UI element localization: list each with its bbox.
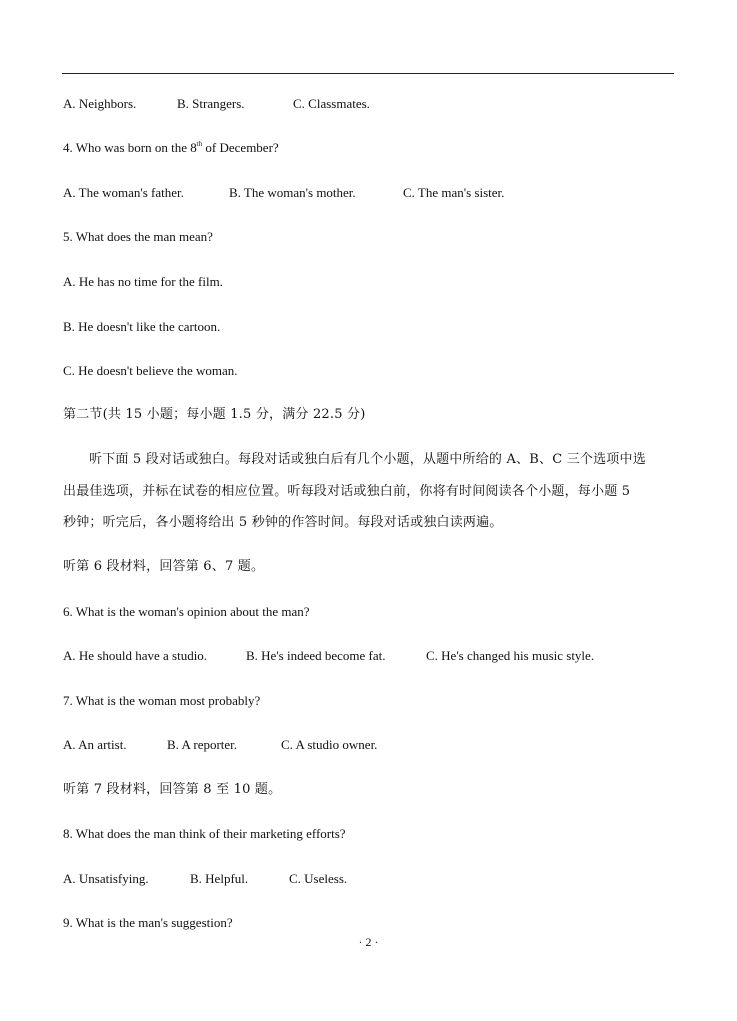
- q7-options: [63, 737, 378, 753]
- q6-options: [63, 648, 595, 664]
- q4-option-a: A. The woman's father.: [63, 185, 184, 200]
- q5-option-a: A. He has no time for the film.: [63, 274, 223, 289]
- q4-stem-pre: 4. Who was born on the 8: [63, 140, 197, 155]
- q6-option-c: C. He's changed his music style.: [426, 648, 595, 663]
- q5-option-b: B. He doesn't like the cartoon.: [63, 319, 221, 334]
- section2-instr-line1: 听下面 5 段对话或独白。每段对话或独白后有几个小题，从题中所给的 A、B、C 三个选项中选: [89, 452, 646, 467]
- section2-instr-line2: 出最佳选项，并标在试卷的相应位置。听每段对话或独白前，你将有时间阅读各个小题，每小题 5: [63, 484, 631, 499]
- q4-stem: [63, 140, 279, 156]
- q6-option-a: A. He should have a studio.: [63, 648, 208, 663]
- q3-option-c: C. Classmates.: [293, 96, 370, 111]
- q4-option-c: C. The man's sister.: [403, 185, 505, 200]
- header-rule: [62, 73, 674, 74]
- q5-option-c: C. He doesn't believe the woman.: [63, 363, 238, 378]
- q3-options: [63, 96, 370, 112]
- q7-option-b: B. A reporter.: [167, 737, 238, 752]
- q8-option-c: C. Useless.: [289, 871, 348, 886]
- section2-instr-line3: 秒钟；听完后，各小题将给出 5 秒钟的作答时间。每段对话或独白读两遍。: [63, 515, 503, 530]
- page-number: · 2 ·: [358, 935, 379, 949]
- q8-options: [63, 871, 348, 887]
- group6-heading: 听第 6 段材料，回答第 6、7 题。: [63, 559, 265, 574]
- q8-option-a: A. Unsatisfying.: [63, 871, 149, 886]
- q4-option-b: B. The woman's mother.: [229, 185, 356, 200]
- q4-stem-post: of December?: [202, 140, 279, 155]
- q3-option-a: A. Neighbors.: [63, 96, 137, 111]
- q7-option-c: C. A studio owner.: [281, 737, 378, 752]
- q7-stem: 7. What is the woman most probably?: [63, 693, 261, 708]
- q4-stem-sup: th: [196, 140, 203, 148]
- q5-stem: 5. What does the man mean?: [63, 229, 213, 244]
- q7-option-a: A. An artist.: [63, 737, 127, 752]
- section2-title: 第二节(共 15 小题；每小题 1.5 分，满分 22.5 分): [63, 407, 366, 422]
- q8-stem: 8. What does the man think of their marketing efforts?: [63, 826, 346, 841]
- q4-options: [63, 185, 505, 201]
- q6-option-b: B. He's indeed become fat.: [246, 648, 386, 663]
- q8-option-b: B. Helpful.: [190, 871, 249, 886]
- group7-heading: 听第 7 段材料，回答第 8 至 10 题。: [63, 782, 282, 797]
- q3-option-b: B. Strangers.: [177, 96, 245, 111]
- q6-stem: 6. What is the woman's opinion about the man?: [63, 604, 310, 619]
- q9-stem: 9. What is the man's suggestion?: [63, 915, 233, 930]
